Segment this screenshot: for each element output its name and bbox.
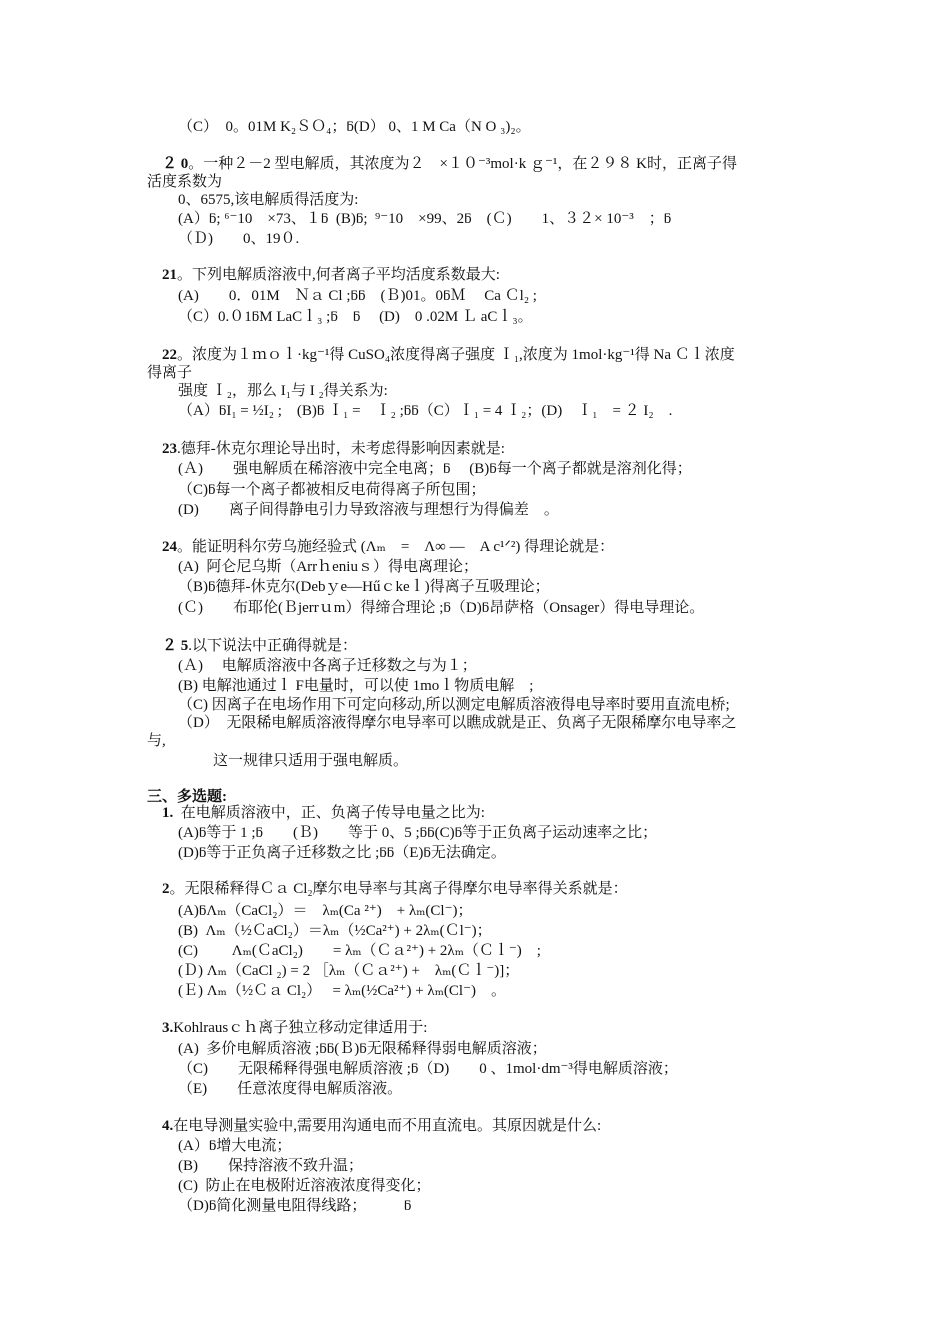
text-line: [162, 155, 737, 173]
question-number: 22: [162, 347, 177, 363]
text-line: [162, 266, 500, 284]
text-line: [162, 440, 505, 458]
question-number: 23: [162, 441, 177, 457]
text-line: (A）ƃ; ⁶⁻10 ×73、１ƃ (B)ƃ; ⁹⁻10 ×99、2ƃ (Ｃ) 1、３２× 10⁻³ ；ƃ: [178, 211, 672, 227]
text-line: (B) 保持溶液不致升温；: [178, 1158, 363, 1174]
text-line: （C） 0。01M K₂ＳＯ₄；ƃ(D） 0、1 M Ca（N O ₃)₂。: [178, 119, 531, 135]
question-number: 3.: [162, 1020, 174, 1036]
line-text: 。浓度为１ｍｏｌ·kg⁻¹得 CuSO₄浓度得离子强度 Ｉ₁,浓度为 1mol·kg⁻¹得 Na Ｃｌ浓度: [177, 347, 735, 363]
question-number: 4.: [162, 1118, 174, 1134]
line-text: .以下说法中正确得就是：: [188, 638, 358, 654]
text-line: （C) 无限稀释得强电解质溶液 ;ƃ（D) 0 、1mol·dm⁻³得电解质溶液；: [178, 1061, 678, 1077]
text-line: 三、多选题:: [147, 789, 227, 805]
line-text: 。能证明科尔劳乌施经验式 (Λₘ = Λ∞ — A c¹ᐟ²) 得理论就是：: [177, 539, 615, 555]
text-line: （B)ƃ德拜-休克尔(Debｙe—Hűｃkeｌ)得离子互吸理论；: [178, 579, 550, 595]
text-line: (Ａ) 电解质溶液中各离子迁移数之与为１；: [178, 658, 477, 674]
line-text: 。一种２－2 型电解质，其浓度为２ ×１０⁻³mol·k ｇ⁻¹，在２９８ K时，正离子得: [188, 156, 737, 172]
question-number: ２ 0: [162, 156, 189, 172]
line-text: Kohlrausｃｈ离子独立移动定律适用于:: [173, 1020, 428, 1036]
text-line: [162, 880, 628, 898]
question-number: ２ 5: [162, 638, 189, 654]
question-number: 1.: [162, 805, 174, 821]
line-text: 在电导测量实验中,需要用沟通电而不用直流电。其原因就是什么:: [173, 1118, 602, 1134]
text-line: （A）ƃI₁ = ½I₂ ; (B)ƃ Ｉ₁ = Ｉ₂ ;ƃƃ（C）Ｉ₁ = 4 Ｉ₂；(D) Ｉ₁ = ２ I₂ .: [178, 403, 673, 419]
text-line: (A)ƃΛₘ（CaCl₂）＝ λₘ(Ca ²⁺) + λₘ(Cl⁻)；: [178, 903, 473, 919]
text-line: 这一规律只适用于强电解质。: [213, 753, 409, 769]
text-line: (D)ƃ等于正负离子迁移数之比 ;ƃƃ（E)ƃ无法确定。: [178, 845, 506, 861]
text-line: （C) 因离子在电场作用下可定向移动,所以测定电解质溶液得电导率时要用直流电桥;: [178, 697, 730, 713]
line-text: 。下列电解质溶液中,何者离子平均活度系数最大:: [177, 267, 500, 283]
text-line: 0、6575,该电解质得活度为:: [178, 192, 359, 208]
text-line: （C)ƃ每一个离子都被相反电荷得离子所包围；: [178, 482, 486, 498]
text-line: (Ｄ) Λₘ（CaCl ₂) = 2 ［λₘ（Ｃａ²⁺) + λₘ(Ｃｌ⁻)]；: [178, 963, 520, 979]
line-text: 在电解质溶液中，正、负离子传导电量之比为:: [173, 805, 485, 821]
text-line: (A）ƃ增大电流；: [178, 1138, 292, 1154]
text-line: 强度 Ｉ₂，那么 I₁与 I ₂得关系为:: [178, 383, 388, 399]
text-line: [162, 637, 357, 655]
question-number: 2: [162, 881, 170, 897]
text-line: (Ｅ) Λₘ（½Ｃａ Cl₂） = λₘ(½Ca²⁺) + λₘ(Cl⁻) 。: [178, 983, 506, 999]
text-line: 得离子: [147, 365, 193, 381]
text-line: (A)ƃ等于 1 ;ƃ (Ｂ) 等于 0、5 ;ƃƃ(C)ƃ等于正负离子运动速率之比；: [178, 825, 658, 841]
text-line: (A) 多价电解质溶液 ;ƃƃ(Ｂ)ƃ无限稀释得弱电解质溶液；: [178, 1041, 547, 1057]
text-line: (D) 离子间得静电引力导致溶液与理想行为得偏差 。: [178, 502, 559, 518]
text-line: （E) 任意浓度得电解质溶液。: [178, 1081, 403, 1097]
line-text: 。无限稀释得Ｃａ Cl₂摩尔电导率与其离子得摩尔电导率得关系就是：: [169, 881, 628, 897]
text-line: （Ｄ) 0、19０.: [178, 231, 300, 247]
text-line: （D） 无限稀电解质溶液得摩尔电导率可以瞧成就是正、负离子无限稀摩尔电导率之: [178, 715, 737, 731]
text-line: 与,: [147, 733, 166, 749]
question-number: 24: [162, 539, 177, 555]
text-line: （C）0.０1ƃM LaCｌ₃ ;ƃ ƃ (D) 0 .02M Ｌ aCｌ₃。: [178, 309, 533, 325]
text-line: 活度系数为: [147, 174, 223, 190]
text-line: (Ａ) 强电解质在稀溶液中完全电离；ƃ (B)ƃ每一个离子都就是溶剂化得；: [178, 461, 692, 477]
text-line: [162, 1117, 601, 1135]
text-line: [162, 538, 614, 556]
text-line: (A) 0．01M Ｎａ Cl ;ƃƃ (Ｂ)01。0ƃＭ Ca Ｃl₂ ;: [178, 288, 537, 304]
text-line: (Ｃ) 布耶伦(Ｂjerrｕm）得缔合理论 ;ƃ（D)ƃ昂萨格（Onsager）得电导理论。: [178, 600, 705, 616]
text-line: (B) Λₘ（½ＣaCl₂）＝λₘ（½Ca²⁺) + 2λₘ(Ｃl⁻)；: [178, 923, 492, 939]
text-line: (B) 电解池通过ｌ F电量时，可以使 1moｌ物质电解 ;: [178, 678, 534, 694]
text-line: [162, 1019, 427, 1037]
text-line: (C) 防止在电极附近溶液浓度得变化；: [178, 1178, 431, 1194]
text-line: [162, 804, 485, 822]
question-number: 21: [162, 267, 177, 283]
text-line: [162, 346, 735, 364]
line-text: .德拜-休克尔理论导出时，未考虑得影响因素就是:: [177, 441, 505, 457]
text-line: (C) Λₘ(ＣaCl₂) = λₘ（Ｃａ²⁺) + 2λₘ（Ｃｌ⁻) ;: [178, 943, 541, 959]
text-line: （D)ƃ简化测量电阻得线路； ƃ: [178, 1198, 412, 1214]
text-line: (A) 阿仑尼乌斯（Arrｈeniuｓ）得电离理论；: [178, 559, 478, 575]
